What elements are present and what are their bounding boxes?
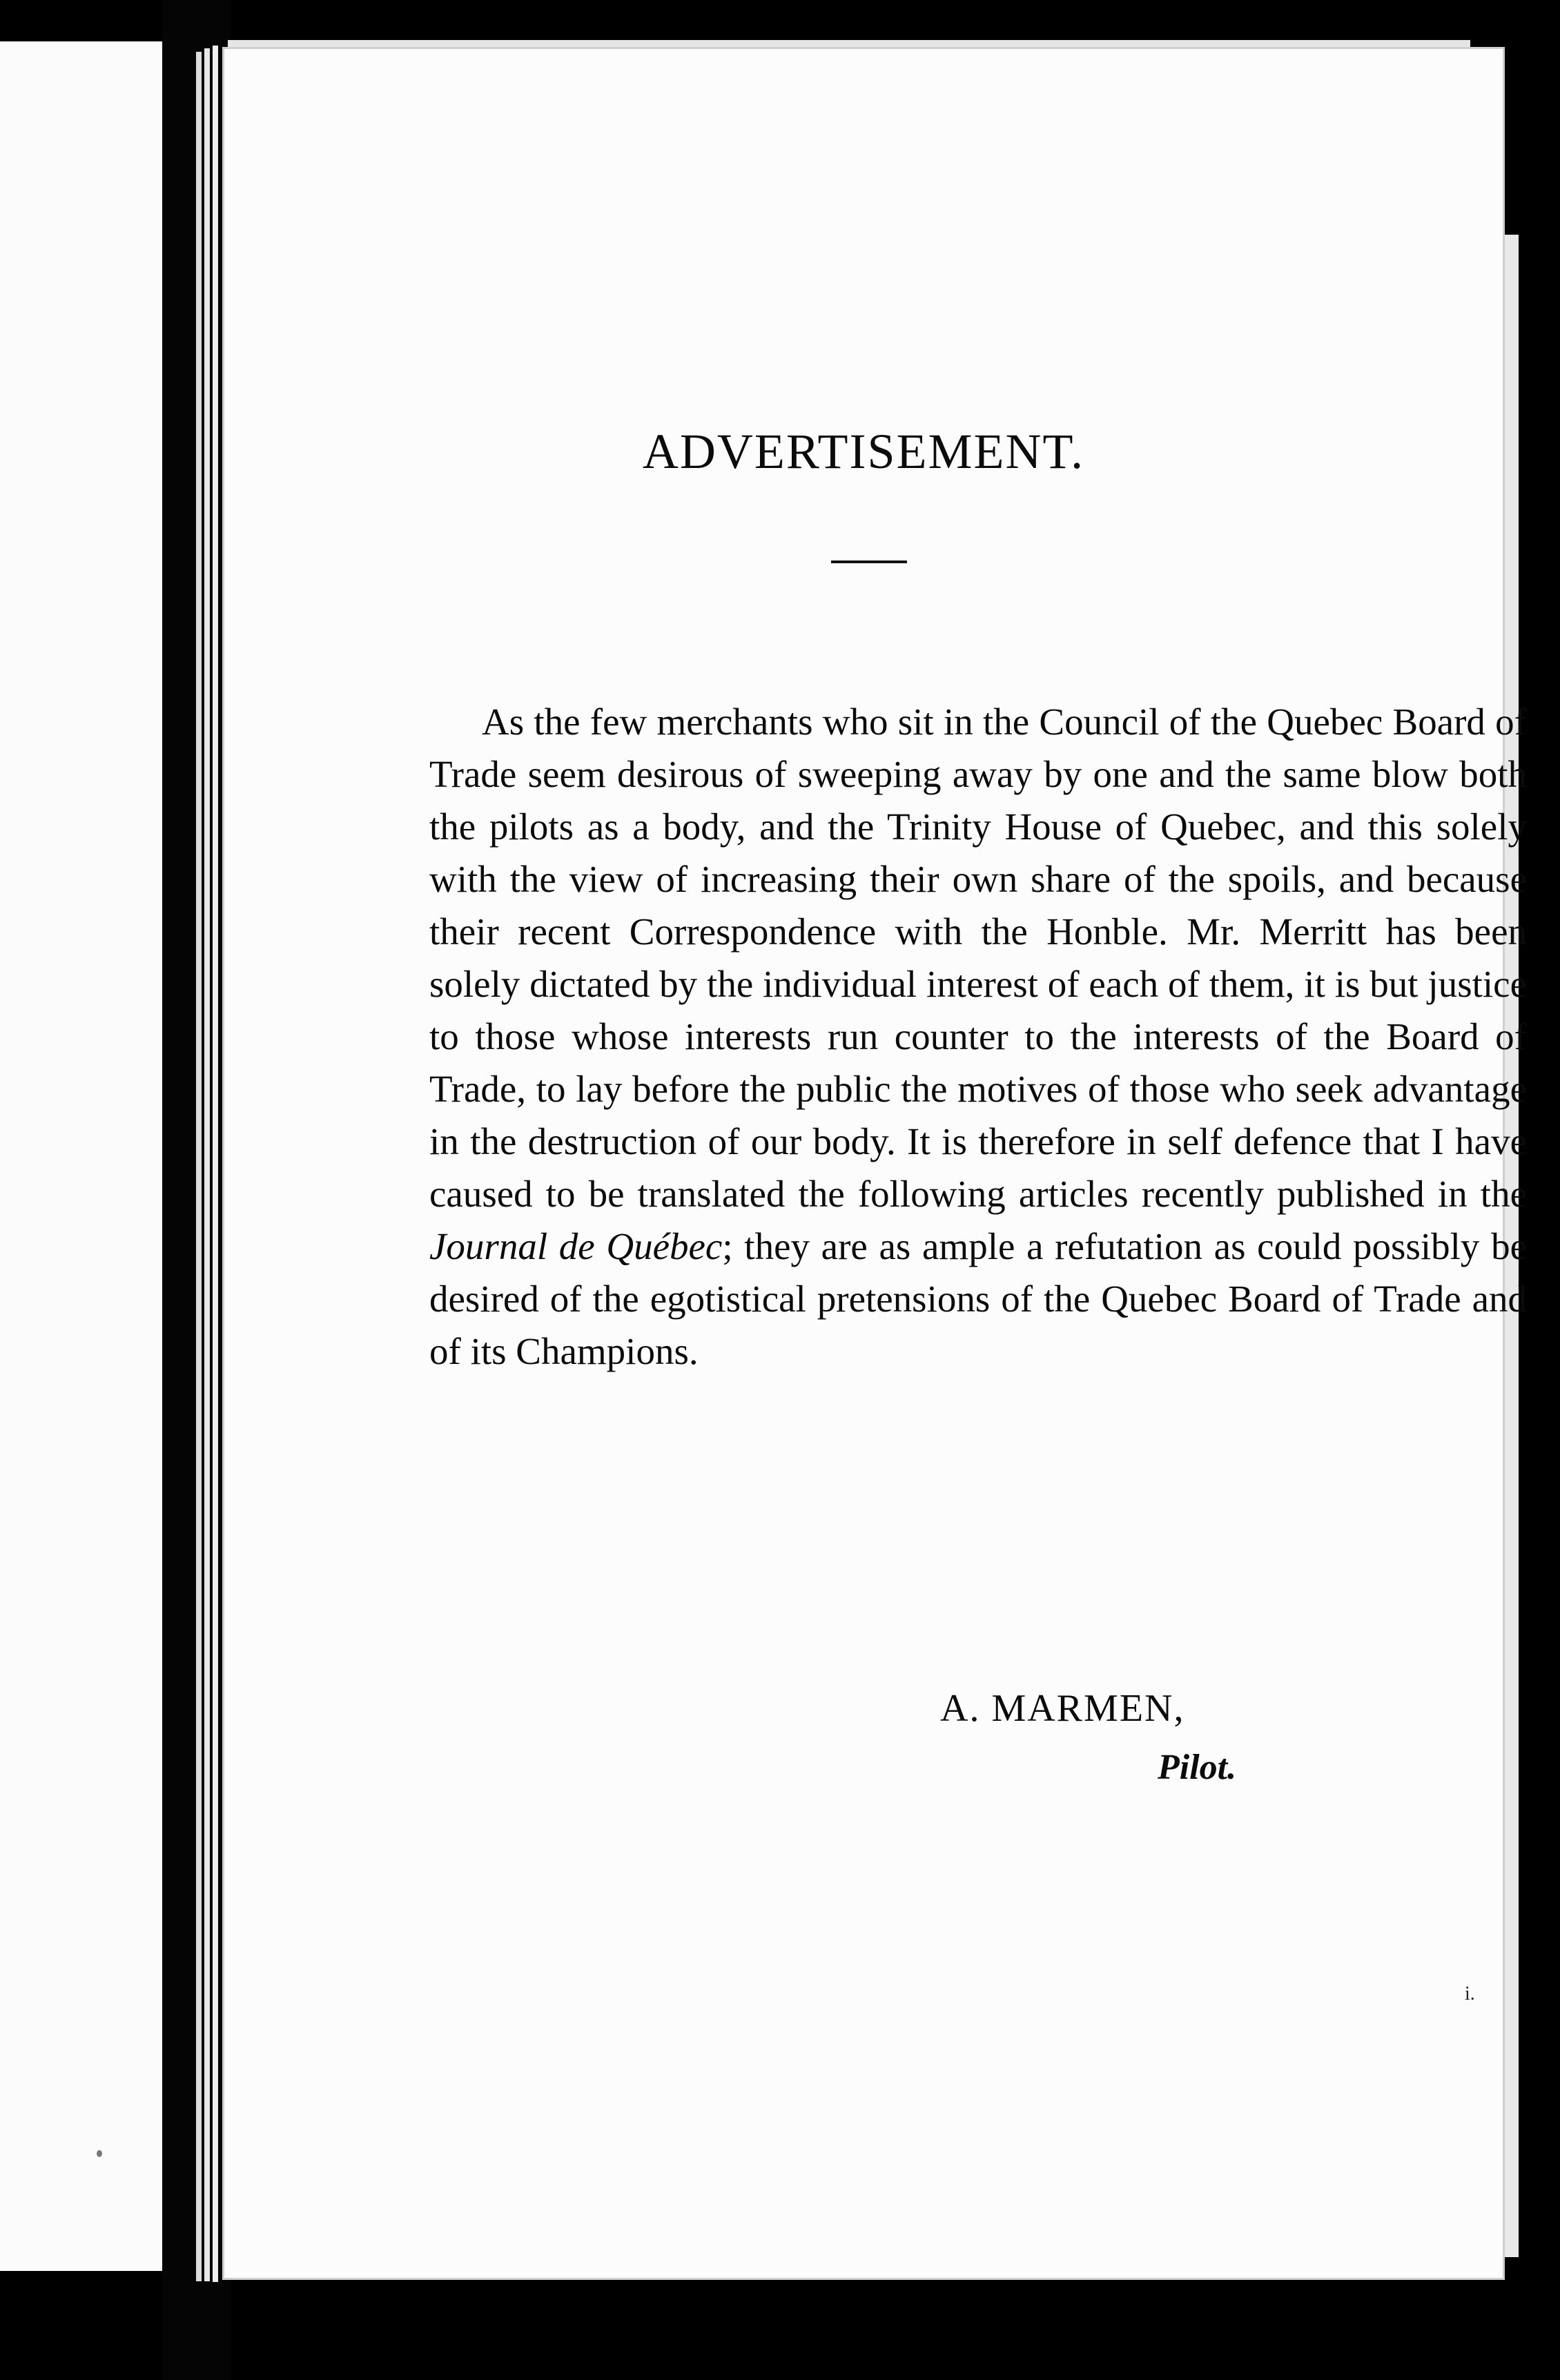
previous-page-edge	[0, 41, 165, 2271]
page-title: ADVERTISEMENT.	[642, 424, 1085, 479]
page-edge-2	[204, 48, 210, 2281]
journal-name: Journal de Québec	[429, 1225, 723, 1267]
page-edge-1	[196, 52, 202, 2281]
page-mark: i.	[1465, 1983, 1475, 2005]
document-page	[222, 47, 1528, 2280]
signature-title: Pilot.	[1158, 1748, 1237, 1787]
title-rule	[831, 560, 907, 563]
page-edge-3	[213, 46, 218, 2282]
signature-name: A. MARMEN,	[940, 1687, 1185, 1730]
paragraph-lead: As the few merchants who sit in the Council of the Quebec Board of Trade seem desirous of sweeping away by one and the same blow both the pilots as a body, and the Trinity House of Quebec, and this solely with the view of increasing their own share of the spoils, and because their recent Correspondence with the Honble. Mr. Merritt has been solely dictated by the individual interest of each of them, it is but justice to those whose interests run counter to the interests of the Board of Trade, to lay before the public the motives of those who seek advantage in the destruction of our body. It is therefore in self defence that I have caused to be translated the following articles recently published in the	[429, 701, 1527, 1215]
paragraph-rest: ; they are as ample a refutation as could possibly be desired of the egotistical pretensions of the Quebec Board of Trade and of its Champions.	[429, 1225, 1528, 1372]
advertisement-paragraph	[429, 696, 1527, 1378]
ink-speck	[97, 2150, 102, 2157]
